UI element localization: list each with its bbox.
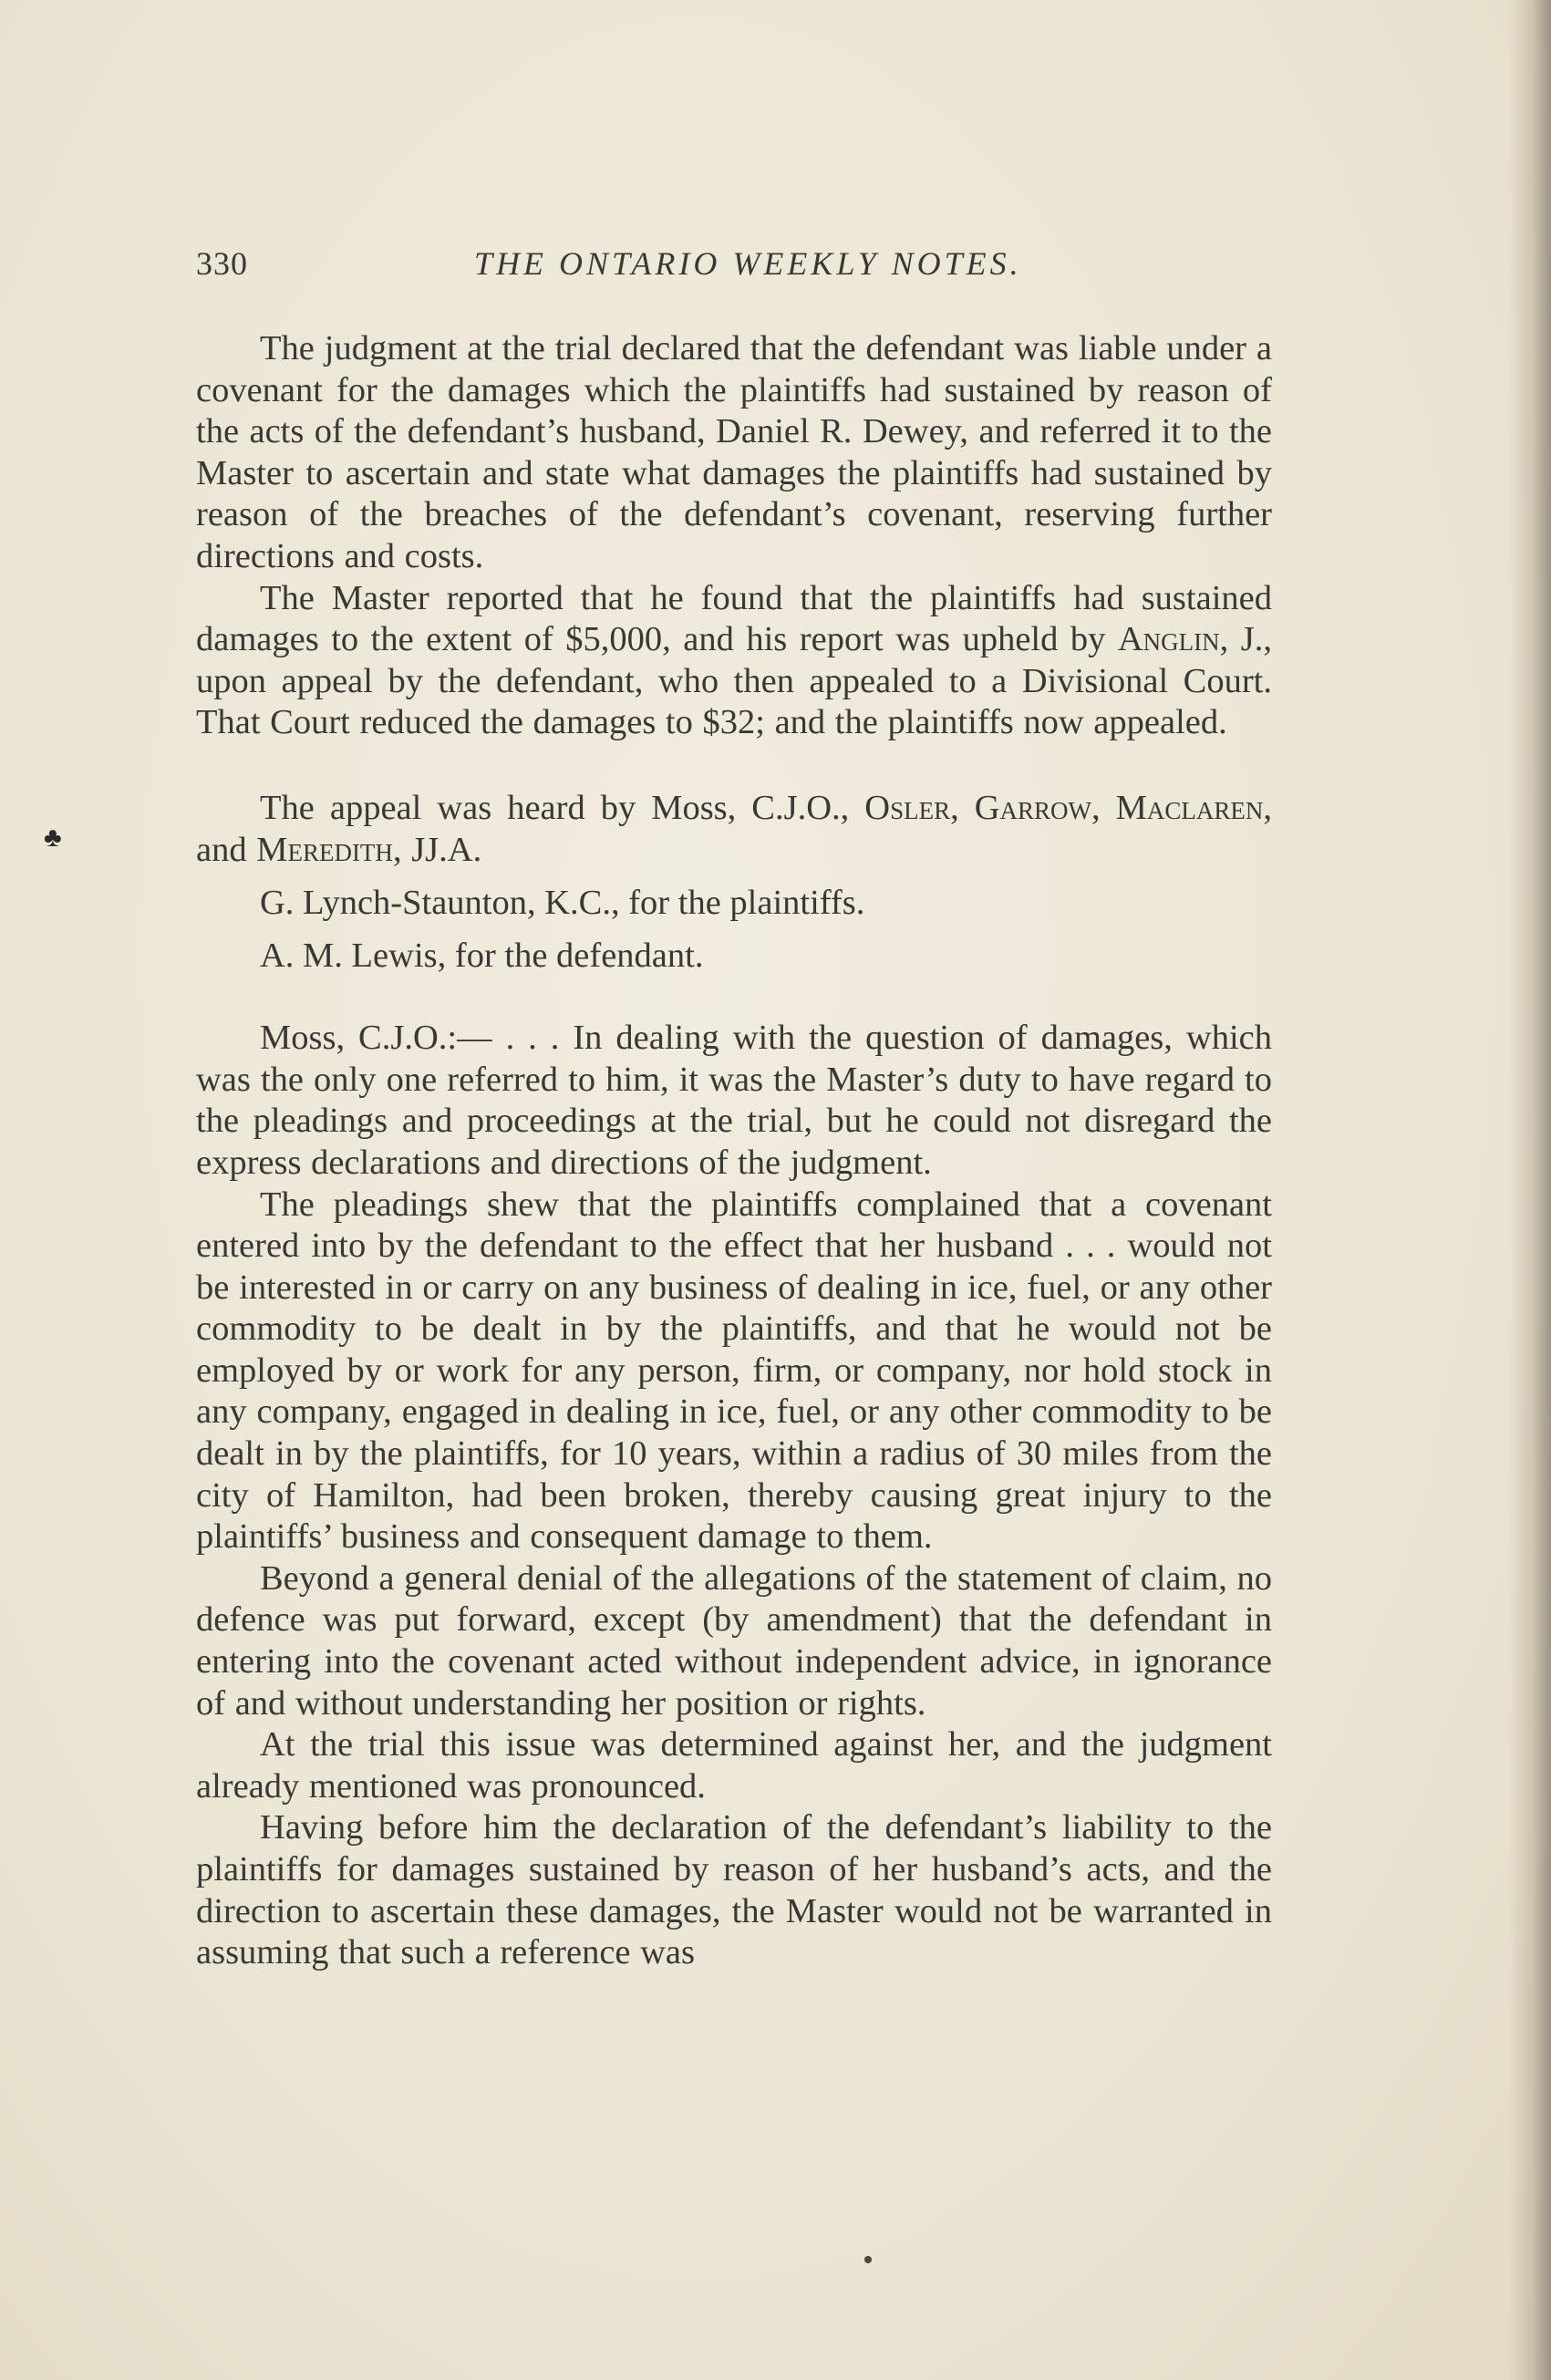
binding-shadow: [1509, 0, 1551, 2380]
bench-last-judge: Meredith: [256, 830, 393, 869]
bench-intro: The appeal was heard by Moss, C.J.O.,: [260, 788, 865, 827]
counsel-plaintiffs: G. Lynch-Staunton, K.C., for the plaintiffs.: [260, 884, 865, 923]
paragraph-defence: Beyond a general denial of the allegations of the statement of claim, no defence was put forward, except (by amendment) that the defendant in entering into the covenant acted without independent advice, in ignorance of and without understanding her position or rights.: [196, 1558, 1272, 1723]
journal-title: THE ONTARIO WEEKLY NOTES.: [474, 245, 1022, 282]
paragraph-judgment-at-trial: The judgment at the trial declared that the defendant was liable under a covenant for the damages which the plaintiffs had sustained by reason of the acts of the defendant’s husband, Daniel R. Dewey, and referred it to the Master to ascertain and state what damages the plaintiffs had sustained by reason of the breaches of the defendant’s covenant, reserving further directions and costs.: [196, 329, 1272, 575]
running-head: [196, 244, 1272, 290]
paragraph-bench: [196, 788, 1272, 871]
page-number: 330: [196, 245, 248, 282]
page-body: [196, 328, 1272, 1974]
bench-judges: Osler, Garrow, Maclaren,: [864, 788, 1272, 827]
paragraph-master-report: [196, 578, 1272, 744]
bench-end: , JJ.A.: [392, 830, 482, 869]
paragraph-master-report-text-a: The Master reported that he found that the plaintiffs had sustained damages to the extent of $5,000, and his report was upheld by: [196, 578, 1272, 659]
opinion-speaker: Moss, C.J.O.:—: [260, 1019, 492, 1058]
paragraph-master-report-text-b: , J., upon appeal by the defendant, who then appealed to a Divisional Court. That Court reduced the damages to $32; and the plaintiffs now appealed.: [196, 620, 1273, 742]
paragraph-master-declaration: Having before him the declaration of the defendant’s liability to the plaintiffs for damages sustained by reason of her husband’s acts, and the direction to ascertain these damages, the Master would not be warranted in assuming that such a reference was: [196, 1808, 1272, 1972]
ink-dot: [864, 2256, 872, 2263]
counsel-defendant: A. M. Lewis, for the defendant.: [260, 936, 704, 976]
opinion-text: . . . In dealing with the question of damages, which was the only one referred to him, it was the Master’s duty to have regard to the pleadings and proceedings at the trial, but he could not disregard the express declarations and directions of the judgment.: [196, 1019, 1272, 1182]
judge-name-anglin: Anglin: [1117, 620, 1220, 659]
bench-and: and: [196, 830, 257, 869]
paragraph-pleadings: The pleadings shew that the plaintiffs complained that a covenant entered into by the defendant to the effect that her husband . . . would not be interested in or carry on any business of dealing in ice, fuel, or any other commodity to be dealt in by the plaintiffs, and that he would not be employed by or work for any person, firm, or company, nor hold stock in any company, engaged in dealing in ice, fuel, or any other commodity to be dealt in by the plaintiffs, for 10 years, within a radius of 30 miles from the city of Hamilton, had been broken, thereby causing great injury to the plaintiffs’ business and consequent damage to them.: [196, 1185, 1272, 1557]
paragraph-moss-opinion: [196, 1018, 1272, 1184]
margin-mark-icon: ♣: [44, 823, 62, 853]
paragraph-trial-issue: At the trial this issue was determined against her, and the judgment already mentioned was pronounced.: [196, 1725, 1272, 1806]
